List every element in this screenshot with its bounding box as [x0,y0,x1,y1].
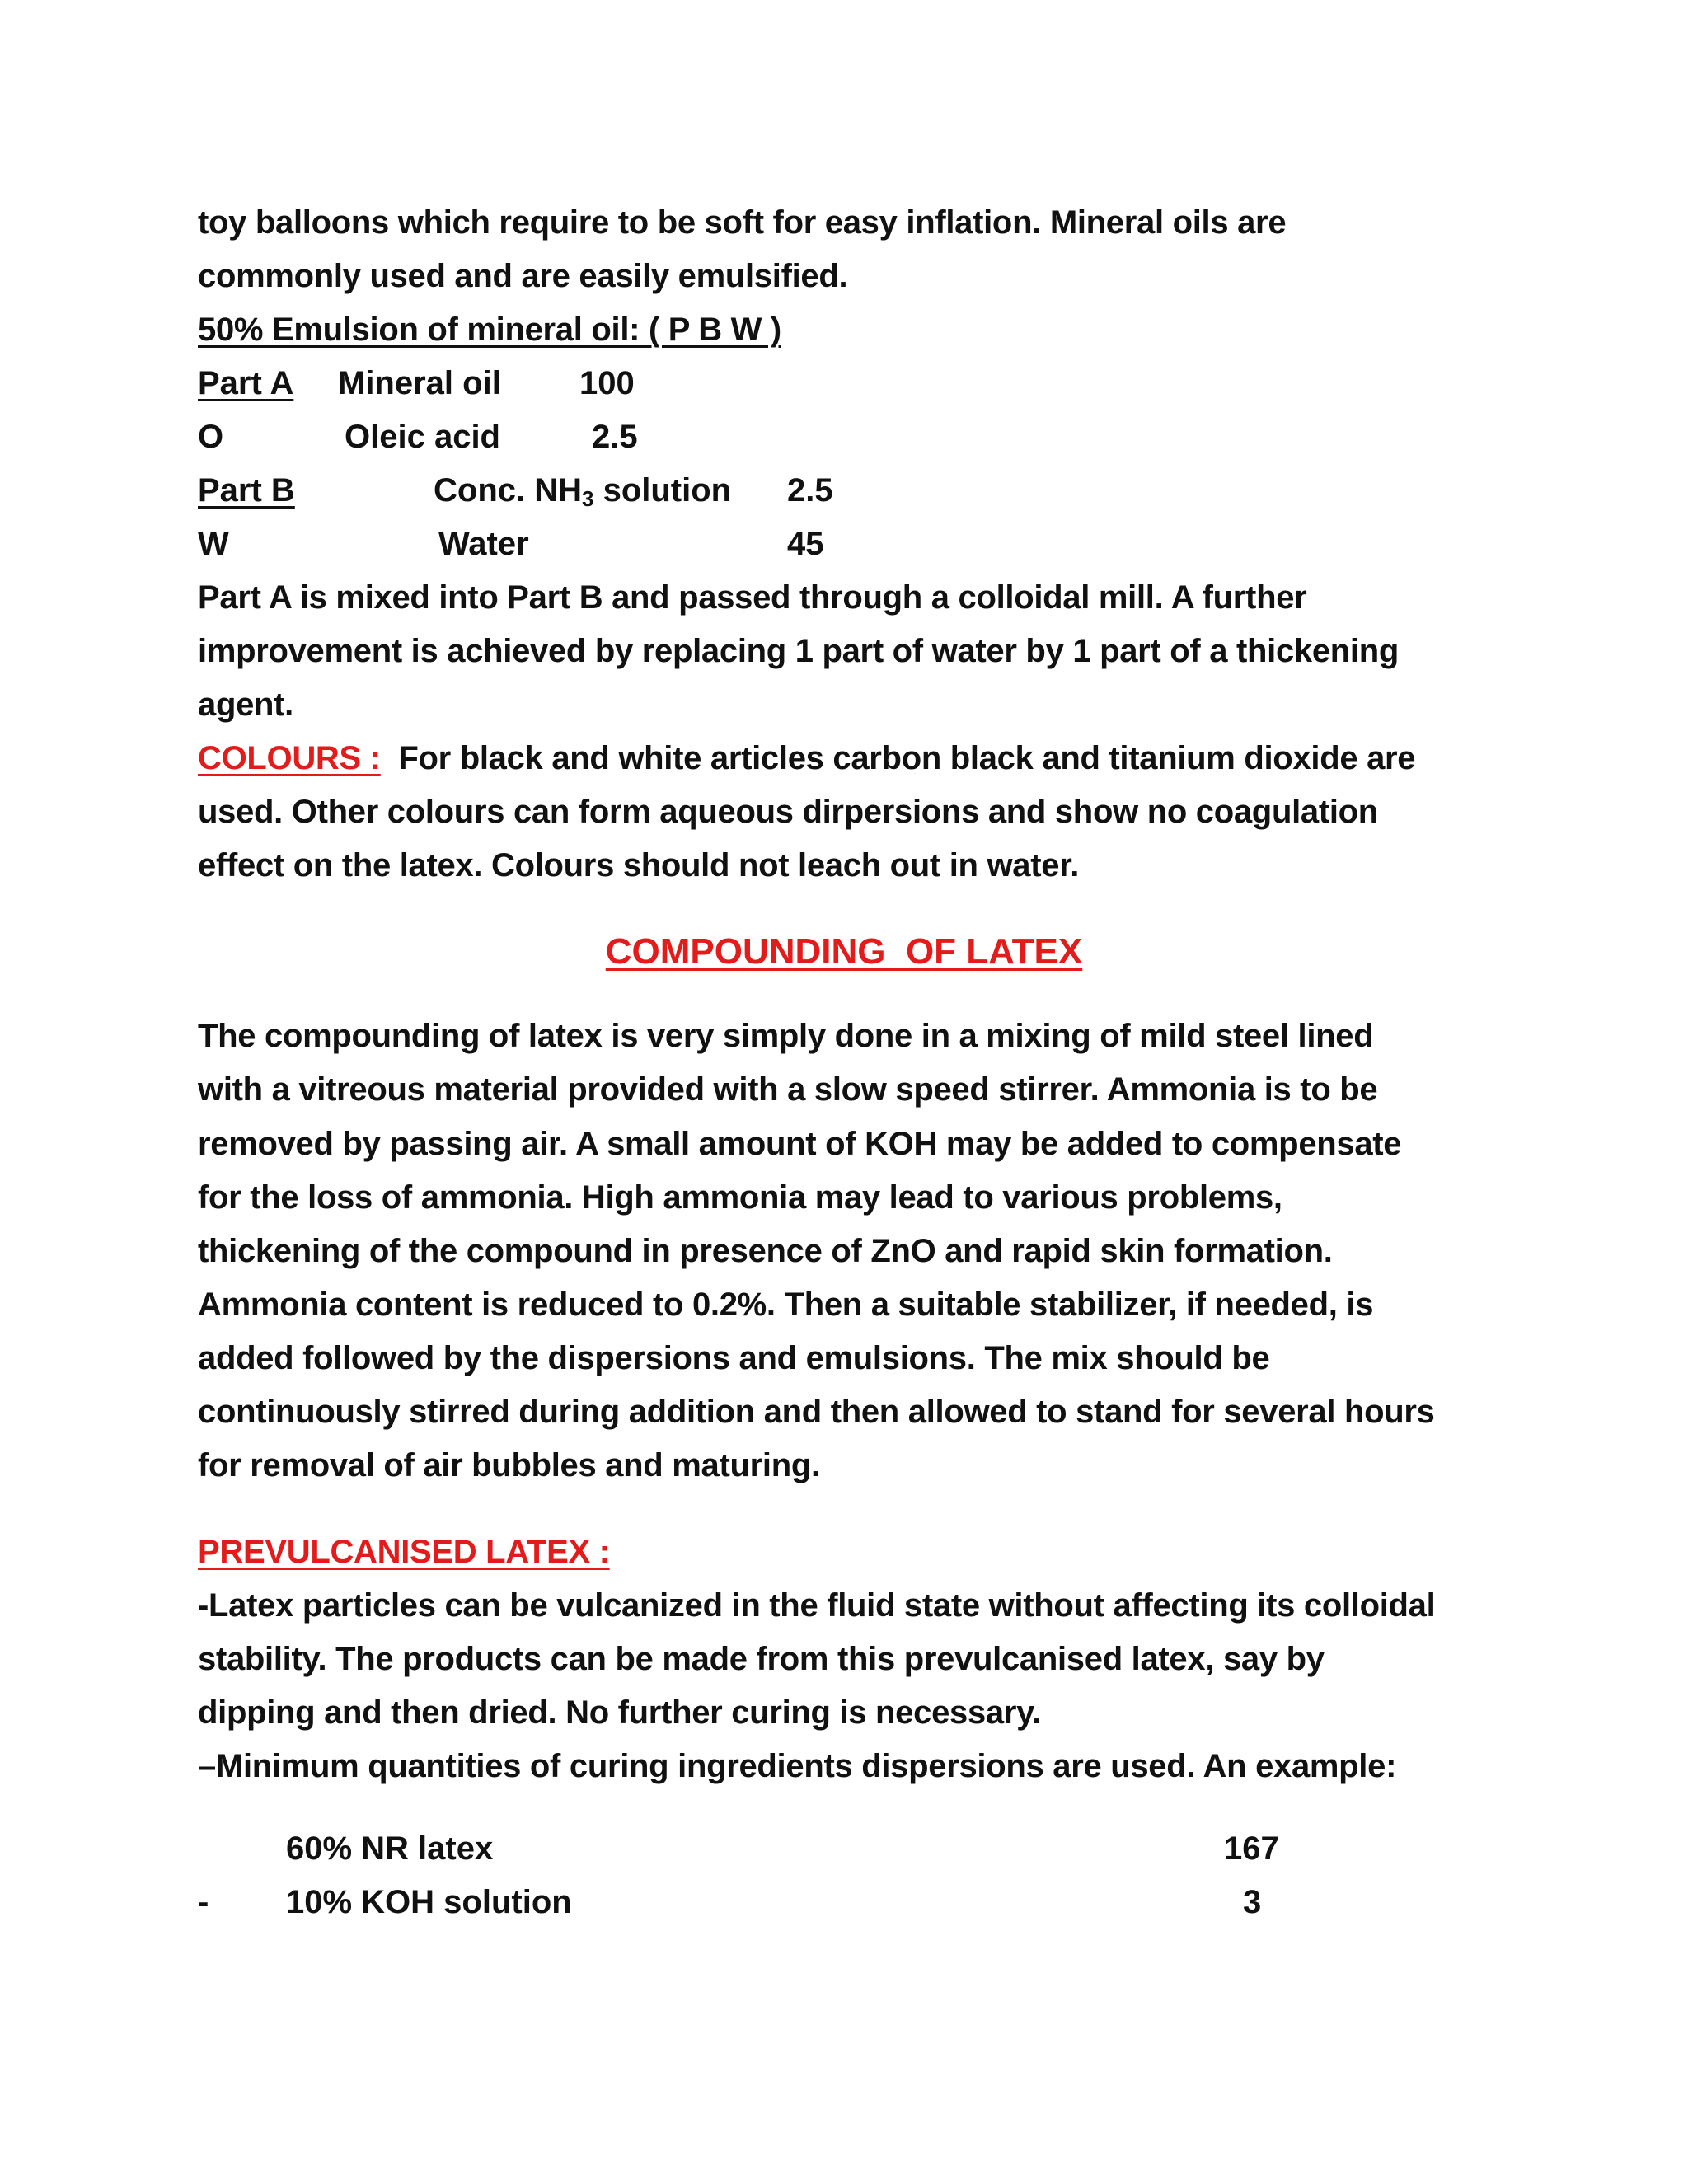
compounding-heading: COMPOUNDING OF LATEX [605,931,1083,972]
prevulcanised-line: dipping and then dried. No further curing is necessary. [198,1694,1041,1731]
emulsion-name: Mineral oil [338,365,501,401]
prevulcanised-heading: PREVULCANISED LATEX : [198,1534,610,1570]
intro-line: commonly used and are easily emulsified. [198,258,848,294]
prevulcanised-line: stability. The products can be made from this prevulcanised latex, say by [198,1641,1325,1677]
compounding-line: added followed by the dispersions and emulsions. The mix should be [198,1340,1270,1376]
compounding-line: with a vitreous material provided with a slow speed stirrer. Ammonia is to be [198,1071,1378,1108]
emulsion-name: Water [438,526,529,562]
example-bullet: - [198,1884,209,1920]
emulsion-qty: 100 [579,365,635,401]
prevulcanised-line: -Latex particles can be vulcanized in the fluid state without affecting its colloidal [198,1587,1436,1624]
compounding-line: Ammonia content is reduced to 0.2%. Then a suitable stabilizer, if needed, is [198,1286,1374,1323]
compounding-line: The compounding of latex is very simply done in a mixing of mild steel lined [198,1018,1374,1054]
emulsion-qty: 2.5 [787,472,833,509]
emulsion-code: O [198,419,224,455]
emulsion-qty: 45 [787,526,824,562]
emulsion-title: 50% Emulsion of mineral oil: ( P B W ) [198,312,781,348]
compounding-line: for the loss of ammonia. High ammonia may lead to various problems, [198,1179,1282,1216]
prevulcanised-line: –Minimum quantities of curing ingredients dispersions are used. An example: [198,1748,1397,1784]
example-qty: 167 [1224,1830,1279,1867]
colours-line: COLOURS : For black and white articles carbon black and titanium dioxide are [198,740,1416,776]
emulsion-code: Part A [198,365,294,401]
compounding-line: continuously stirred during addition and then allowed to stand for several hours [198,1394,1435,1430]
emulsion-qty: 2.5 [592,419,638,455]
emulsion-name: Conc. $NH_3$ solution [434,472,732,511]
colours-line: effect on the latex. Colours should not leach out in water. [198,847,1080,883]
mix-line: agent. [198,687,293,723]
colours-line: used. Other colours can form aqueous dirpersions and show no coagulation [198,794,1378,830]
emulsion-code: Part B [198,472,295,509]
compounding-line: thickening of the compound in presence of ZnO and rapid skin formation. [198,1233,1333,1269]
emulsion-name: Oleic acid [345,419,500,455]
compounding-line: for removal of air bubbles and maturing. [198,1447,820,1483]
mix-line: Part A is mixed into Part B and passed through a colloidal mill. A further [198,579,1307,616]
intro-line: toy balloons which require to be soft for easy inflation. Mineral oils are [198,204,1287,241]
example-name: 60% NR latex [286,1830,494,1867]
emulsion-code: W [198,526,229,562]
example-qty: 3 [1243,1884,1262,1920]
colours-label: COLOURS : [198,740,381,776]
mix-line: improvement is achieved by replacing 1 part of water by 1 part of a thickening [198,633,1400,669]
compounding-line: removed by passing air. A small amount of KOH may be added to compensate [198,1126,1402,1162]
example-name: 10% KOH solution [286,1884,572,1920]
